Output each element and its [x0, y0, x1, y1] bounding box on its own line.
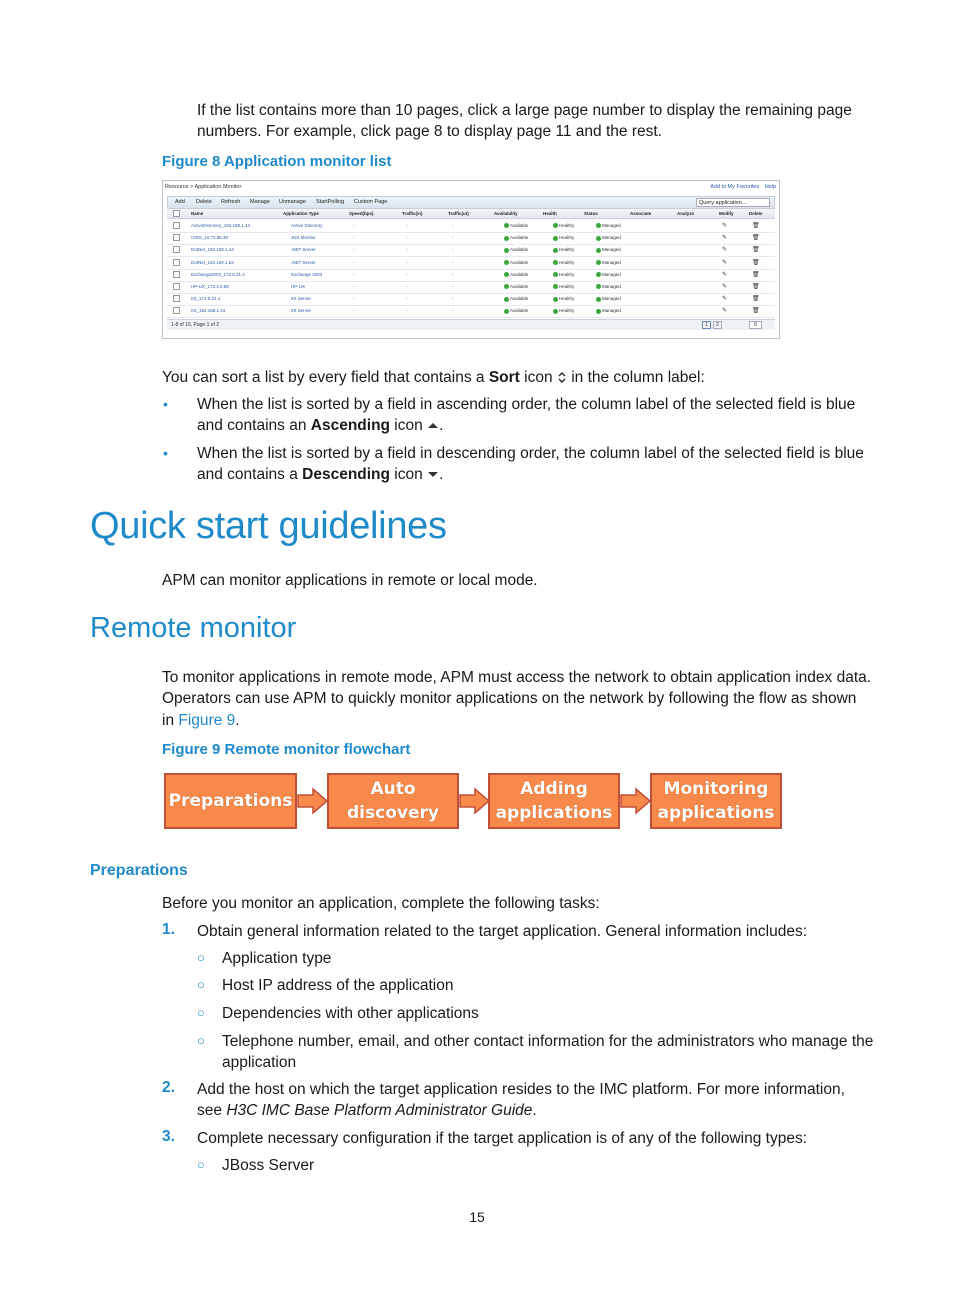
remote-line-2: Operators can use APM to quickly monitor applications on the network by following the flow as shown — [162, 690, 857, 707]
status-ok-icon — [504, 236, 509, 241]
heading-preparations: Preparations — [90, 862, 188, 879]
search-placeholder: Query application... — [699, 200, 747, 206]
cell-health: Healthy — [553, 247, 574, 252]
cell-health: Healthy — [553, 308, 574, 313]
status-ok-icon — [553, 284, 558, 289]
delete-icon[interactable]: 🗑 — [752, 271, 760, 278]
status-ok-icon — [504, 297, 509, 302]
manage-button[interactable]: Manage — [250, 199, 270, 205]
sub-item: JBoss Server — [222, 1157, 315, 1174]
flow-label: Monitoring — [663, 779, 769, 799]
sub-item: Dependencies with other applications — [222, 1005, 479, 1022]
cell-tin: - — [406, 259, 408, 265]
cell-health: Healthy — [553, 284, 574, 289]
status-ok-icon — [596, 309, 601, 314]
table-row — [167, 269, 775, 282]
sort-icon — [557, 371, 567, 383]
b1-bold: Ascending — [310, 417, 390, 434]
figure-9-caption: Figure 9 Remote monitor flowchart — [162, 741, 411, 758]
status-ok-icon — [553, 309, 558, 314]
cell-health: Healthy — [553, 235, 574, 240]
cell-status: Managed — [596, 284, 621, 289]
cell-status: Managed — [596, 308, 621, 313]
modify-icon[interactable]: ✎ — [722, 296, 728, 303]
descending-icon — [427, 471, 439, 479]
s2-post: . — [532, 1102, 537, 1119]
cell-name[interactable]: Exchange2003_172.8.21.4 — [191, 271, 245, 277]
sort-post: icon — [519, 369, 553, 386]
b1-post: icon — [390, 417, 428, 434]
flow-box-preparations — [164, 773, 297, 829]
delete-icon[interactable]: 🗑 — [752, 235, 760, 242]
status-ok-icon — [504, 284, 509, 289]
sort-pre: You can sort a list by every field that contains a — [162, 369, 489, 386]
step-2-line-1: Add the host on which the target application resides to the IMC platform. For more information, — [197, 1081, 845, 1098]
application-monitor-screenshot — [162, 180, 780, 339]
table-row — [167, 220, 775, 233]
cell-tin: - — [406, 271, 408, 277]
cell-status: Managed — [596, 260, 621, 265]
table-footer — [167, 319, 775, 330]
search-input[interactable] — [696, 198, 770, 207]
col-traffic-out[interactable]: Traffic(ut) — [448, 211, 469, 216]
cell-avail: Available — [504, 296, 528, 301]
modify-icon[interactable]: ✎ — [722, 247, 728, 254]
flow-label: applications — [495, 803, 613, 823]
intro-line-2: numbers. For example, click page 8 to display page 11 and the rest. — [197, 123, 662, 140]
circle-bullet: ○ — [197, 977, 205, 992]
cell-type: Active Directory — [291, 223, 323, 228]
col-type[interactable]: Application Type — [283, 211, 319, 216]
status-ok-icon — [596, 297, 601, 302]
status-ok-icon — [596, 260, 601, 265]
remote-line-3 — [162, 710, 240, 731]
cell-type: .NET Server — [291, 247, 316, 253]
status-ok-icon — [504, 260, 509, 265]
sort-paragraph — [162, 367, 705, 388]
add-button[interactable]: Add — [175, 199, 185, 205]
sub-item: Telephone number, email, and other contact information for the administrators who manage the — [222, 1033, 874, 1050]
cell-status: Managed — [596, 223, 621, 228]
figure-8-caption: Figure 8 Application monitor list — [162, 153, 392, 170]
table-row — [167, 281, 775, 294]
cell-type: IIS Server — [291, 308, 312, 314]
cell-avail: Available — [504, 223, 528, 228]
status-ok-icon — [504, 309, 509, 314]
prep-paragraph: Before you monitor an application, complete the following tasks: — [162, 895, 600, 912]
table-row — [167, 244, 775, 257]
col-delete: Delete — [749, 211, 763, 216]
status-ok-icon — [596, 223, 601, 228]
table-row — [167, 293, 775, 306]
s2-ital: H3C IMC Base Platform Administrator Guide — [226, 1102, 533, 1119]
bullet-dot: • — [163, 445, 168, 461]
cell-tout: - — [452, 223, 454, 228]
status-ok-icon — [553, 260, 558, 265]
table-row — [167, 305, 775, 318]
cell-avail: Available — [504, 284, 528, 289]
cell-type: JNS Monitor — [291, 235, 316, 241]
table-header — [167, 209, 775, 219]
cell-speed: - — [353, 296, 355, 302]
b2-pre: and contains a — [197, 466, 303, 483]
cell-name[interactable]: IIS_192.168.1.44 — [191, 308, 226, 314]
cell-type: IIS Server — [291, 296, 312, 302]
cell-tin: - — [406, 308, 408, 314]
unmanage-button[interactable]: Unmanage — [279, 199, 306, 205]
circle-bullet: ○ — [197, 1157, 205, 1172]
cell-avail: Available — [504, 272, 528, 277]
col-name[interactable]: Name — [191, 211, 204, 216]
delete-icon[interactable]: 🗑 — [752, 296, 760, 303]
figure-9-link[interactable]: Figure 9 — [178, 712, 236, 729]
b1-pre: and contains an — [197, 417, 311, 434]
apm-paragraph: APM can monitor applications in remote or local mode. — [162, 572, 538, 589]
circle-bullet: ○ — [197, 1033, 205, 1048]
sort-after: in the column label: — [566, 369, 705, 386]
refresh-button[interactable]: Refresh — [221, 199, 241, 205]
s2-pre: see — [197, 1102, 227, 1119]
step-1-number: 1. — [162, 921, 175, 938]
remote-post: . — [235, 712, 240, 729]
cell-tin: - — [406, 284, 408, 289]
flow-label: Auto — [370, 779, 416, 799]
flow-box-monitoring-applications — [650, 773, 782, 829]
col-analyze[interactable]: Analyze — [677, 211, 695, 216]
status-ok-icon — [504, 248, 509, 253]
sort-bold: Sort — [488, 369, 520, 386]
status-ok-icon — [553, 272, 558, 277]
modify-icon[interactable]: ✎ — [722, 235, 728, 242]
favorites-link[interactable]: Add to My Favorites — [710, 184, 760, 190]
row-checkbox[interactable] — [173, 271, 180, 278]
cell-type: .NET Server — [291, 259, 316, 265]
page-number: 15 — [469, 1209, 485, 1225]
cell-speed: - — [353, 223, 355, 228]
status-ok-icon — [596, 272, 601, 277]
flow-label: Adding — [520, 779, 588, 799]
page-size-select[interactable]: 8 — [749, 321, 762, 329]
cell-health: Healthy — [553, 260, 574, 265]
heading-quick-start: Quick start guidelines — [90, 505, 447, 547]
modify-icon[interactable]: ✎ — [722, 284, 728, 290]
cell-name[interactable]: ActiveDirectory_183.188.1.44 — [191, 223, 251, 228]
start-polling-button[interactable]: StartPolling — [316, 199, 345, 205]
cell-tin: - — [406, 223, 408, 228]
cell-status: Managed — [596, 247, 621, 252]
circle-bullet: ○ — [197, 950, 205, 965]
ascending-icon — [427, 421, 439, 429]
modify-icon[interactable]: ✎ — [722, 271, 728, 278]
cell-health: Healthy — [553, 223, 574, 228]
custom-page-button[interactable]: Custom Page — [354, 199, 388, 205]
col-associate[interactable]: Associate — [630, 211, 652, 216]
col-status[interactable]: Status — [584, 211, 598, 216]
step-2-line-2 — [197, 1100, 537, 1121]
step-2-number: 2. — [162, 1079, 175, 1096]
status-ok-icon — [504, 272, 509, 277]
row-checkbox[interactable] — [173, 234, 180, 241]
delete-icon[interactable]: 🗑 — [752, 247, 760, 254]
row-checkbox[interactable] — [173, 246, 180, 253]
cell-tin: - — [406, 296, 408, 302]
flow-label: Preparations — [168, 791, 293, 811]
col-modify: Modify — [719, 211, 734, 216]
remote-line-1: To monitor applications in remote mode, APM must access the network to obtain application index data. — [162, 669, 872, 686]
cell-tin: - — [406, 235, 408, 241]
step-1-text: Obtain general information related to the target application. General information includes: — [197, 923, 808, 940]
intro-line-1: If the list contains more than 10 pages, click a large page number to display the remaining page — [197, 102, 852, 119]
flow-arrow-icon — [620, 787, 652, 815]
status-ok-icon — [553, 223, 558, 228]
toolbar — [167, 196, 775, 209]
status-ok-icon — [553, 297, 558, 302]
modify-icon[interactable]: ✎ — [722, 223, 728, 229]
status-ok-icon — [504, 223, 509, 228]
cell-speed: - — [353, 308, 355, 314]
col-traffic-in[interactable]: Traffic(in) — [402, 211, 423, 216]
bullet-1-line-1: When the list is sorted by a field in ascending order, the column label of the selected field is blue — [197, 396, 856, 413]
cell-avail: Available — [504, 247, 528, 252]
cell-name[interactable]: DotNet_192.168.1.62 — [191, 259, 234, 265]
cell-status: Managed — [596, 272, 621, 277]
cell-tout: - — [452, 271, 454, 277]
status-ok-icon — [596, 248, 601, 253]
cell-name[interactable]: IIS_172.8.21.4 — [191, 296, 221, 302]
delete-button[interactable]: Delete — [196, 199, 212, 205]
flow-box-adding-applications — [488, 773, 620, 829]
cell-status: Managed — [596, 235, 621, 240]
bullet-1-line-2 — [197, 415, 443, 436]
b2-end: . — [439, 466, 444, 483]
cell-name[interactable]: CIRS_10.73.88.30 — [191, 235, 229, 241]
cell-speed: - — [353, 235, 355, 241]
col-health[interactable]: Health — [543, 211, 557, 216]
cell-type: HP-UX — [291, 284, 306, 289]
cell-health: Healthy — [553, 272, 574, 277]
delete-icon[interactable]: 🗑 — [752, 223, 760, 229]
circle-bullet: ○ — [197, 1005, 205, 1020]
cell-tin: - — [406, 247, 408, 253]
table-row — [167, 232, 775, 245]
row-checkbox[interactable] — [173, 295, 180, 302]
cell-avail: Available — [504, 308, 528, 313]
cell-tout: - — [452, 235, 454, 241]
status-ok-icon — [553, 236, 558, 241]
sub-item: Application type — [222, 950, 332, 967]
modify-icon[interactable]: ✎ — [722, 308, 728, 315]
cell-tout: - — [452, 259, 454, 265]
cell-type: Exchange 2003 — [291, 271, 323, 277]
flow-arrow-icon — [459, 787, 491, 815]
cell-speed: - — [353, 247, 355, 253]
row-checkbox[interactable] — [173, 307, 180, 314]
flow-label: applications — [657, 803, 775, 823]
cell-speed: - — [353, 259, 355, 265]
row-checkbox[interactable] — [173, 222, 180, 229]
cell-health: Healthy — [553, 296, 574, 301]
flow-arrow-icon — [297, 787, 329, 815]
bullet-2-line-1: When the list is sorted by a field in descending order, the column label of the selected field is blue — [197, 445, 864, 462]
status-ok-icon — [596, 236, 601, 241]
cell-name[interactable]: HP-UX_172.3.0.58 — [191, 284, 229, 289]
heading-remote-monitor: Remote monitor — [90, 612, 297, 644]
breadcrumb: Resource > Application Monitor — [165, 184, 242, 190]
cell-speed: - — [353, 284, 355, 289]
sub-item: Host IP address of the application — [222, 977, 454, 994]
step-3-text: Complete necessary configuration if the target application is of any of the following types: — [197, 1130, 808, 1147]
cell-name[interactable]: DotNet_192.168.1.44 — [191, 247, 234, 253]
cell-tout: - — [452, 308, 454, 314]
cell-tout: - — [452, 284, 454, 289]
b2-bold: Descending — [302, 466, 390, 483]
delete-icon[interactable]: 🗑 — [752, 259, 760, 266]
flow-box-auto-discovery — [327, 773, 459, 829]
row-checkbox[interactable] — [173, 259, 180, 266]
status-ok-icon — [553, 248, 558, 253]
delete-icon[interactable]: 🗑 — [752, 284, 760, 290]
status-ok-icon — [596, 284, 601, 289]
row-checkbox[interactable] — [173, 283, 180, 290]
select-all-checkbox[interactable] — [173, 210, 180, 217]
help-link[interactable]: Help — [764, 184, 776, 190]
table-row — [167, 257, 775, 270]
page-2-button[interactable]: 2 — [713, 321, 722, 329]
modify-icon[interactable]: ✎ — [722, 259, 728, 266]
cell-avail: Available — [504, 235, 528, 240]
page-1-button[interactable]: 1 — [702, 321, 711, 329]
bullet-2-line-2 — [197, 464, 443, 485]
page-info: 1-8 of 16, Page 1 of 2 — [171, 322, 220, 328]
step-3-number: 3. — [162, 1128, 175, 1145]
delete-icon[interactable]: 🗑 — [752, 308, 760, 315]
favorites-help-links — [710, 184, 776, 190]
sub-item-cont: application — [222, 1054, 297, 1071]
b1-end: . — [439, 417, 444, 434]
col-availability[interactable]: Availability — [494, 211, 518, 216]
cell-avail: Available — [504, 260, 528, 265]
cell-status: Managed — [596, 296, 621, 301]
bullet-dot: • — [163, 396, 168, 412]
flow-label: discovery — [347, 803, 439, 823]
remote-pre: in — [162, 712, 179, 729]
cell-tout: - — [452, 296, 454, 302]
cell-tout: - — [452, 247, 454, 253]
cell-speed: - — [353, 271, 355, 277]
col-speed[interactable]: Speed(bps) — [349, 211, 374, 216]
b2-post: icon — [390, 466, 428, 483]
